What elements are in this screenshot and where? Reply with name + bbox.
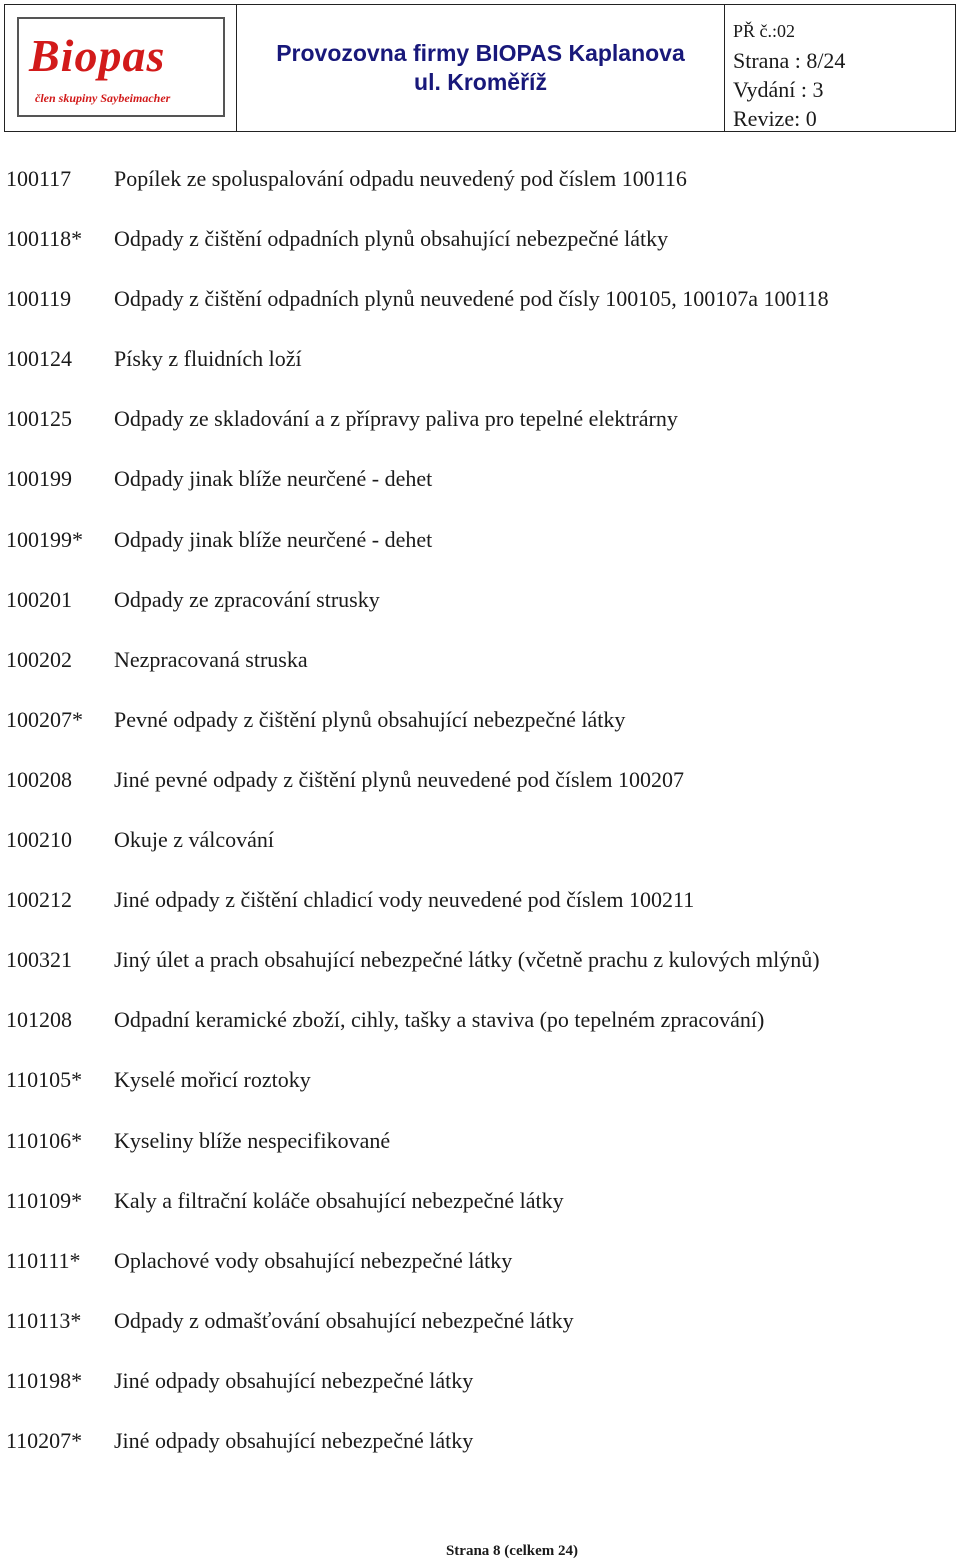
waste-code: 110106* (6, 1127, 83, 1153)
waste-description: Písky z fluidních loží (114, 346, 302, 372)
waste-code: 100124 (6, 346, 72, 372)
header-title-line1: Provozovna firmy BIOPAS Kaplanova (276, 40, 685, 66)
waste-code: 100212 (6, 887, 72, 913)
waste-description: Jiné odpady obsahující nebezpečné látky (114, 1427, 474, 1453)
list-item (6, 165, 956, 225)
waste-description: Odpady z čištění odpadních plynů neuvedené pod čísly 100105, 100107a 100118 (114, 286, 829, 312)
waste-code: 110105* (6, 1067, 83, 1093)
list-item (6, 1006, 956, 1066)
list-item (6, 526, 956, 586)
list-item (6, 1187, 956, 1247)
waste-description: Popílek ze spoluspalování odpadu neuvedený pod číslem 100116 (114, 166, 687, 191)
list-item (6, 1307, 956, 1367)
waste-description: Kaly a filtrační koláče obsahující nebezpečné látky (114, 1187, 564, 1213)
waste-description: Jiné pevné odpady z čištění plynů neuvedené pod číslem 100207 (114, 766, 685, 792)
logo-text: Biopas (29, 30, 166, 81)
waste-description: Okuje z válcování (114, 827, 275, 853)
waste-description: Jiné odpady z čištění chladicí vody neuvedené pod číslem 100211 (114, 887, 695, 913)
document-meta (725, 5, 955, 131)
waste-description: Kyseliny blíže nespecifikované (114, 1127, 391, 1153)
waste-code: 100207* (6, 706, 83, 732)
waste-code: 100208 (6, 766, 72, 792)
waste-code: 100210 (6, 827, 72, 853)
document-header (4, 4, 956, 132)
waste-code: 101208 (6, 1007, 72, 1033)
waste-description: Odpady jinak blíže neurčené - dehet (114, 466, 433, 492)
waste-description: Odpady z čištění odpadních plynů obsahující nebezpečné látky (114, 226, 669, 252)
list-item (6, 345, 956, 405)
logo-subtext: člen skupiny Saybeimacher (35, 91, 171, 105)
waste-code: 100202 (6, 646, 72, 672)
waste-code: 110113* (6, 1307, 82, 1333)
waste-description: Odpadní keramické zboží, cihly, tašky a staviva (po tepelném zpracování) (114, 1007, 765, 1033)
list-item (6, 826, 956, 886)
doc-number: PŘ č.:02 (733, 21, 796, 41)
waste-description: Odpady z odmašťování obsahující nebezpečné látky (114, 1307, 574, 1333)
waste-description: Odpady ze zpracování strusky (114, 586, 380, 612)
list-item (6, 766, 956, 826)
waste-description: Jiný úlet a prach obsahující nebezpečné látky (včetně prachu z kulových mlýnů) (114, 947, 820, 973)
waste-code: 100199* (6, 526, 83, 552)
list-item (6, 1127, 956, 1187)
list-item (6, 1247, 956, 1307)
waste-code: 100117 (6, 166, 72, 191)
page-number: Strana : 8/24 (733, 48, 846, 73)
logo-cell (5, 5, 237, 131)
waste-description: Odpady jinak blíže neurčené - dehet (114, 526, 433, 552)
list-item (6, 1367, 956, 1427)
waste-code: 100119 (6, 286, 72, 312)
list-item (6, 285, 956, 345)
waste-code: 100125 (6, 406, 72, 432)
waste-description: Jiné odpady obsahující nebezpečné látky (114, 1367, 474, 1393)
waste-code: 110109* (6, 1187, 83, 1213)
waste-code: 110198* (6, 1367, 83, 1393)
waste-description: Nezpracovaná struska (114, 646, 308, 672)
waste-description: Pevné odpady z čištění plynů obsahující nebezpečné látky (114, 706, 626, 732)
waste-code: 110111* (6, 1247, 81, 1273)
list-item (6, 946, 956, 1006)
list-item (6, 886, 956, 946)
biopas-logo (17, 17, 225, 117)
waste-code: 100201 (6, 586, 72, 612)
list-item (6, 1066, 956, 1126)
list-item (6, 465, 956, 525)
list-item (6, 706, 956, 766)
waste-description: Kyselé mořicí roztoky (114, 1067, 311, 1093)
list-item (6, 225, 956, 285)
list-item (6, 405, 956, 465)
waste-code: 100321 (6, 947, 72, 973)
revision: Revize: 0 (733, 106, 817, 131)
waste-code: 100199 (6, 466, 72, 492)
waste-code: 100118* (6, 226, 83, 252)
list-item (6, 586, 956, 646)
waste-code: 110207* (6, 1427, 83, 1453)
waste-code-list (6, 165, 956, 1487)
waste-description: Oplachové vody obsahující nebezpečné látky (114, 1247, 513, 1273)
waste-description: Odpady ze skladování a z přípravy paliva pro tepelné elektrárny (114, 406, 678, 432)
header-title-line2: ul. Kroměříž (414, 69, 547, 95)
list-item (6, 1427, 956, 1487)
edition: Vydání : 3 (733, 77, 824, 102)
header-title (237, 5, 725, 131)
page-footer: Strana 8 (celkem 24) (445, 1543, 579, 1559)
list-item (6, 646, 956, 706)
